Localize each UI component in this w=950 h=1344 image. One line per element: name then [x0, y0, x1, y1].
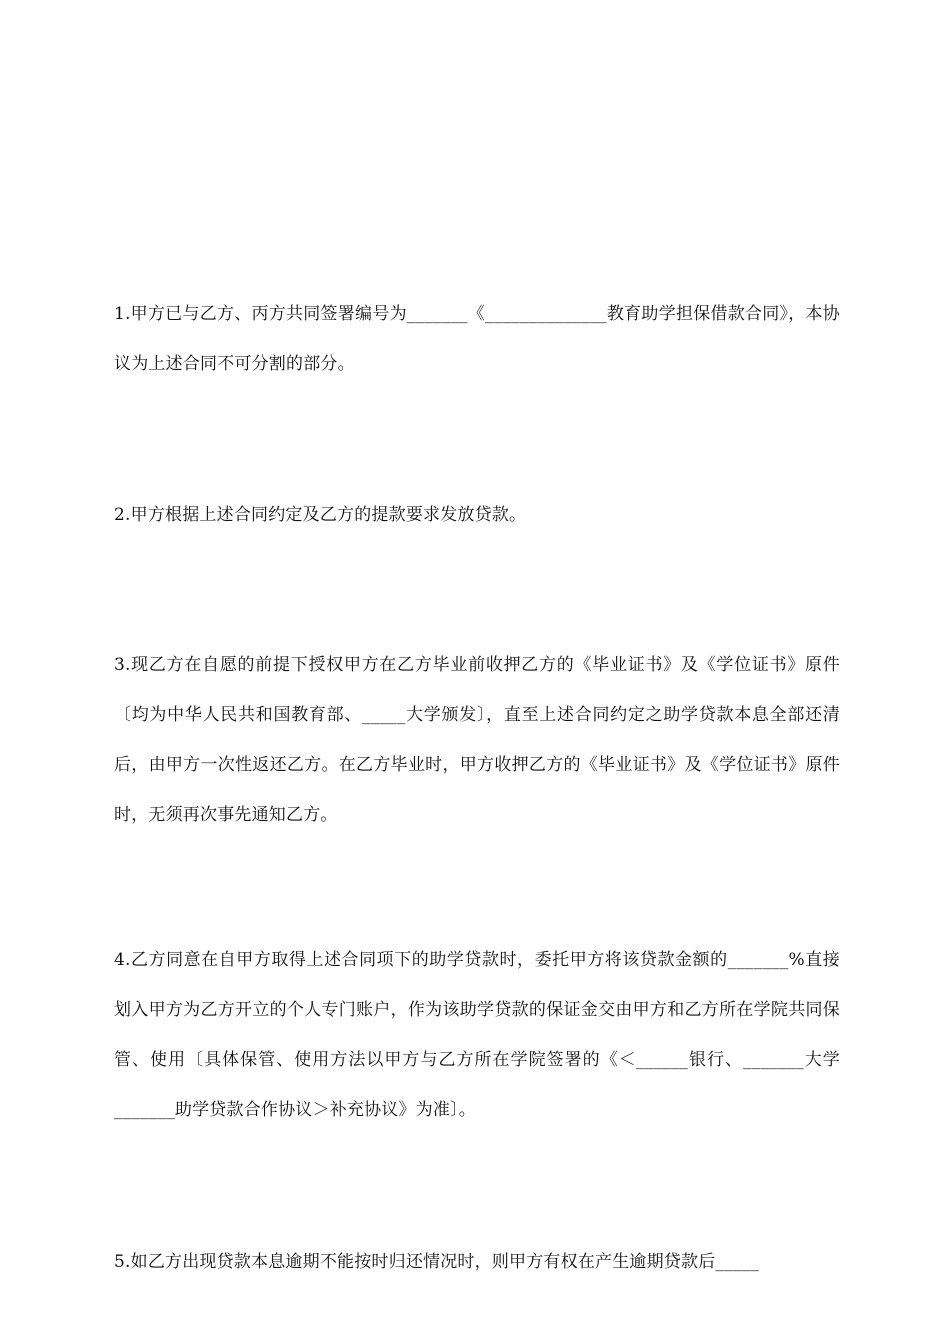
clause-5: 5.如乙方出现贷款本息逾期不能按时归还情况时，则甲方有权在产生逾期贷款后_____	[114, 1252, 759, 1272]
clause-4: 4.乙方同意在自甲方取得上述合同项下的助学贷款时，委托甲方将该贷款金额的_______%直接划入甲方为乙方开立的个人专门账户，作为该助学贷款的保证金交由甲方和乙方所在学院共同保管、使用〔具体保管、使用方法以甲方与乙方所在学院签署的《＜______银行、_______大学_______助学贷款合作协议＞补充协议》为准〕。	[114, 950, 840, 1120]
clause-3: 3.现乙方在自愿的前提下授权甲方在乙方毕业前收押乙方的《毕业证书》及《学位证书》原件〔均为中华人民共和国教育部、_____大学颁发〕，直至上述合同约定之助学贷款本息全部还清后，由甲方一次性返还乙方。在乙方毕业时，甲方收押乙方的《毕业证书》及《学位证书》原件时，无须再次事先通知乙方。	[114, 655, 840, 825]
clause-1: 1.甲方已与乙方、丙方共同签署编号为_______《______________教育助学担保借款合同》，本协议为上述合同不可分割的部分。	[114, 304, 840, 374]
clause-2: 2.甲方根据上述合同约定及乙方的提款要求发放贷款。	[114, 505, 527, 525]
